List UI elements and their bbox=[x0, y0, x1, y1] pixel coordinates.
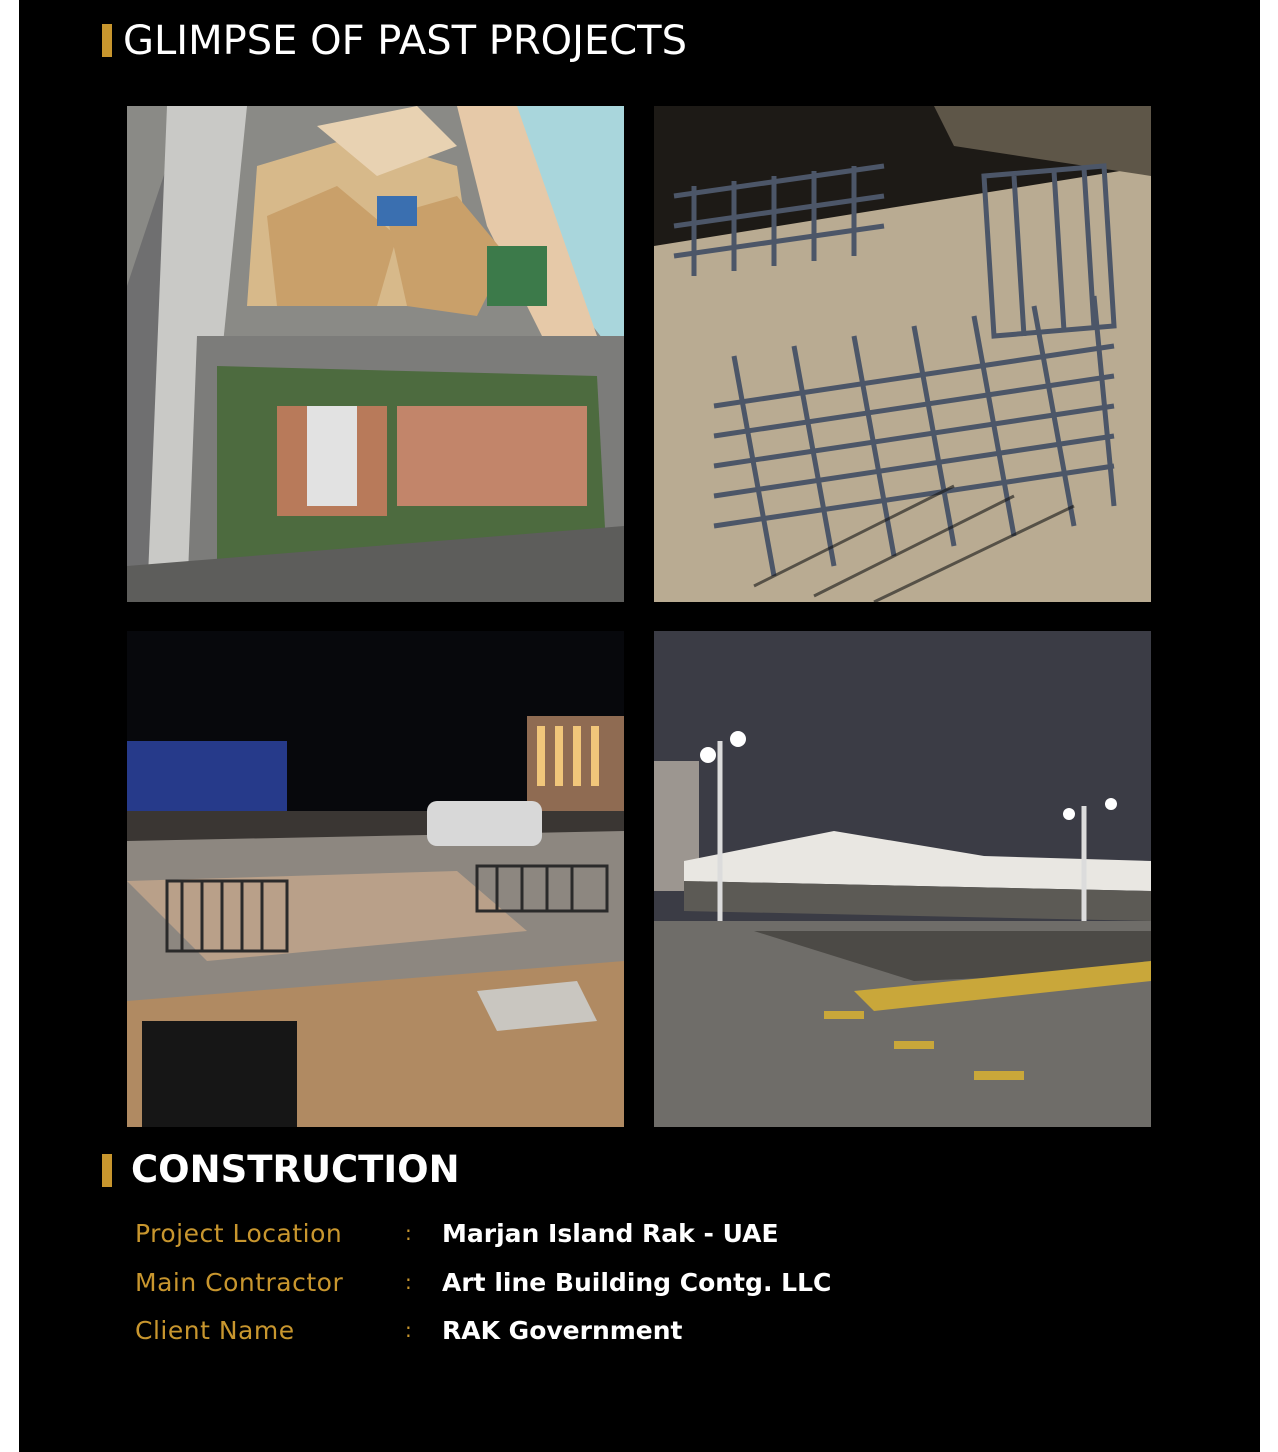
client-name-value: RAK Government bbox=[442, 1316, 683, 1345]
page-title: GLIMPSE OF PAST PROJECTS bbox=[123, 18, 687, 64]
client-name-row bbox=[135, 1316, 1035, 1352]
project-location-label: Project Location bbox=[135, 1219, 343, 1248]
client-name-colon: : bbox=[405, 1318, 412, 1342]
brochure-page bbox=[19, 0, 1260, 1452]
project-location-row bbox=[135, 1219, 1035, 1255]
header-accent-bar bbox=[102, 24, 112, 57]
night-construction-site-photo bbox=[127, 631, 624, 1127]
project-location-colon: : bbox=[405, 1221, 412, 1245]
main-contractor-row bbox=[135, 1268, 1035, 1304]
main-contractor-colon: : bbox=[405, 1270, 412, 1294]
main-contractor-value: Art line Building Contg. LLC bbox=[442, 1268, 832, 1297]
client-name-label: Client Name bbox=[135, 1316, 295, 1345]
rebar-cages-on-sand-photo bbox=[654, 106, 1151, 602]
lit-parking-shade-canopy-photo bbox=[654, 631, 1151, 1127]
main-contractor-label: Main Contractor bbox=[135, 1268, 344, 1297]
project-location-value: Marjan Island Rak - UAE bbox=[442, 1219, 779, 1248]
resort-masterplan-model-photo bbox=[127, 106, 624, 602]
construction-accent-bar bbox=[102, 1154, 112, 1187]
construction-title: CONSTRUCTION bbox=[131, 1148, 460, 1191]
